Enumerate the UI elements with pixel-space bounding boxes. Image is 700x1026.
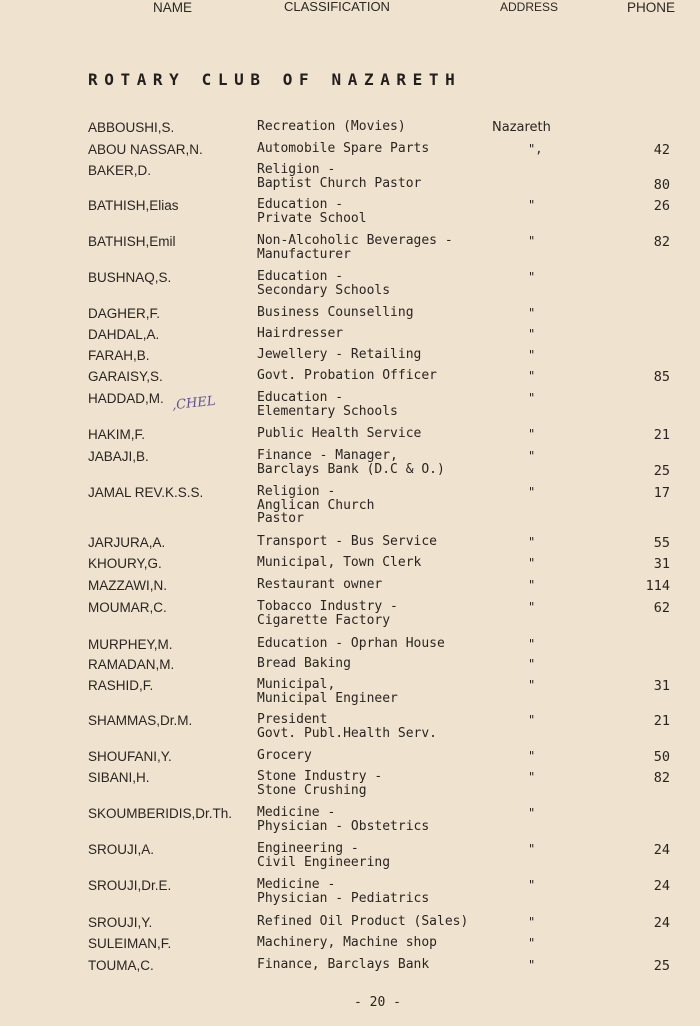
member-address: " xyxy=(528,198,536,212)
classification-line: Govt. Probation Officer xyxy=(257,368,438,383)
member-classification xyxy=(257,842,390,869)
member-phone: 21 xyxy=(653,713,670,729)
member-name: BAKER,D. xyxy=(88,163,152,178)
member-name: SHAMMAS,Dr.M. xyxy=(88,713,193,728)
member-name: DAHDAL,A. xyxy=(88,327,160,342)
member-phone: 55 xyxy=(653,535,670,551)
member-address: Nazareth xyxy=(492,120,551,135)
member-classification xyxy=(257,270,390,297)
member-address: " xyxy=(528,391,536,405)
classification-line: Bread Baking xyxy=(257,656,351,671)
member-address: " xyxy=(528,678,536,692)
column-header-name: NAME xyxy=(153,0,193,15)
member-phone: 24 xyxy=(653,878,670,894)
member-address: " xyxy=(528,657,536,671)
member-name: TOUMA,C. xyxy=(88,958,154,973)
member-phone: 82 xyxy=(653,234,670,250)
member-phone: 85 xyxy=(653,369,670,385)
member-name: FARAH,B. xyxy=(88,348,150,363)
member-classification xyxy=(257,678,398,705)
member-classification xyxy=(257,936,437,950)
member-phone: 24 xyxy=(653,915,670,931)
member-classification xyxy=(257,163,421,190)
classification-line: Civil Engineering xyxy=(257,854,391,870)
member-classification xyxy=(257,600,398,627)
classification-line: Automobile Spare Parts xyxy=(257,141,430,156)
classification-line: Religion - xyxy=(257,162,336,177)
page-title: ROTARY CLUB OF NAZARETH xyxy=(88,70,462,89)
classification-line: Education - xyxy=(257,269,344,284)
classification-line: Refined Oil Product (Sales) xyxy=(257,914,469,929)
classification-line: Public Health Service xyxy=(257,426,422,441)
member-classification xyxy=(257,657,351,671)
classification-line: Finance, Barclays Bank xyxy=(257,957,430,972)
classification-line: Municipal, Town Clerk xyxy=(257,555,422,570)
member-phone: 82 xyxy=(653,770,670,786)
classification-line: Education - Oprhan House xyxy=(257,636,445,651)
member-classification xyxy=(257,749,312,763)
column-header-address: ADDRESS xyxy=(500,0,559,14)
member-classification xyxy=(257,142,429,156)
member-phone: 114 xyxy=(645,578,670,594)
member-address: ", xyxy=(528,142,543,156)
member-address: " xyxy=(528,556,536,570)
member-classification xyxy=(257,578,382,592)
member-address: " xyxy=(528,749,536,763)
member-name: JAMAL REV.K.S.S. xyxy=(88,485,204,500)
member-phone: 21 xyxy=(653,427,670,443)
member-name: SIBANI,H. xyxy=(88,770,150,785)
member-phone: 80 xyxy=(653,177,670,193)
classification-line: Finance - Manager, xyxy=(257,448,398,463)
member-classification xyxy=(257,958,429,972)
member-address: " xyxy=(528,270,536,284)
member-name: JARJURA,A. xyxy=(88,535,166,550)
member-address: " xyxy=(528,713,536,727)
member-address: " xyxy=(528,842,536,856)
member-name: ABOU NASSAR,N. xyxy=(88,142,203,157)
page-number: - 20 - xyxy=(354,995,401,1010)
classification-line: Transport - Bus Service xyxy=(257,534,438,549)
member-classification xyxy=(257,348,421,362)
classification-line: Religion - xyxy=(257,484,336,499)
classification-line: Secondary Schools xyxy=(257,282,391,298)
member-name: MURPHEY,M. xyxy=(88,637,173,652)
column-header-phone: PHONE xyxy=(627,0,676,15)
member-name: DAGHER,F. xyxy=(88,306,161,321)
member-phone: 26 xyxy=(653,198,670,214)
member-classification xyxy=(257,556,421,570)
member-phone: 31 xyxy=(653,556,670,572)
member-phone: 25 xyxy=(653,958,670,974)
member-address: " xyxy=(528,348,536,362)
member-name: BUSHNAQ,S. xyxy=(88,270,172,285)
member-address: " xyxy=(528,485,536,499)
member-phone: 25 xyxy=(653,463,670,479)
classification-line: Private School xyxy=(257,210,367,226)
classification-line: Manufacturer xyxy=(257,246,351,262)
member-name: SHOUFANI,Y. xyxy=(88,749,172,764)
member-classification xyxy=(257,306,414,320)
classification-line: Govt. Publ.Health Serv. xyxy=(257,725,438,741)
member-classification xyxy=(257,535,437,549)
classification-line: Barclays Bank (D.C & O.) xyxy=(257,461,445,477)
classification-line: Cigarette Factory xyxy=(257,612,391,628)
member-name: JABAJI,B. xyxy=(88,449,149,464)
member-address: " xyxy=(528,427,536,441)
member-address: " xyxy=(528,327,536,341)
member-name: SROUJI,Dr.E. xyxy=(88,878,172,893)
member-name: SULEIMAN,F. xyxy=(88,936,172,951)
member-name: SKOUMBERIDIS,Dr.Th. xyxy=(88,806,233,821)
member-phone: 31 xyxy=(653,678,670,694)
member-classification xyxy=(257,770,382,797)
classification-line: Education - xyxy=(257,197,344,212)
member-classification xyxy=(257,234,453,261)
classification-line: Pastor xyxy=(257,511,304,526)
member-name: MAZZAWI,N. xyxy=(88,578,167,593)
member-address: " xyxy=(528,578,536,592)
classification-line: Education - xyxy=(257,390,344,405)
classification-line: Restaurant owner xyxy=(257,577,383,592)
classification-line: Engineering - xyxy=(257,841,359,856)
classification-line: Elementary Schools xyxy=(257,403,398,419)
classification-line: Medicine - xyxy=(257,877,336,892)
member-name: SROUJI,Y. xyxy=(88,915,153,930)
member-classification xyxy=(257,391,398,418)
member-classification xyxy=(257,198,367,225)
member-name: ABBOUSHI,S. xyxy=(88,120,175,135)
member-address: " xyxy=(528,535,536,549)
member-name: BATHISH,Emil xyxy=(88,234,176,249)
classification-line: President xyxy=(257,712,328,727)
classification-line: Grocery xyxy=(257,748,312,763)
member-name: SROUJI,A. xyxy=(88,842,155,857)
classification-line: Business Counselling xyxy=(257,305,414,320)
handwritten-note: ,CHEL xyxy=(171,393,217,414)
classification-line: Machinery, Machine shop xyxy=(257,935,438,950)
member-name: RASHID,F. xyxy=(88,678,154,693)
classification-line: Municipal Engineer xyxy=(257,690,398,706)
member-phone: 42 xyxy=(653,142,670,158)
member-classification xyxy=(257,120,406,134)
member-address: " xyxy=(528,770,536,784)
member-name: RAMADAN,M. xyxy=(88,657,175,672)
classification-line: Recreation (Movies) xyxy=(257,119,406,134)
member-classification xyxy=(257,713,437,740)
column-header-classification: CLASSIFICATION xyxy=(284,0,390,14)
member-address: " xyxy=(528,600,536,614)
classification-line: Baptist Church Pastor xyxy=(257,175,422,191)
member-address: " xyxy=(528,234,536,248)
classification-line: Tobacco Industry - xyxy=(257,599,398,614)
member-name: MOUMAR,C. xyxy=(88,600,167,615)
member-classification xyxy=(257,637,445,651)
classification-line: Physician - Obstetrics xyxy=(257,818,430,834)
member-address: " xyxy=(528,958,536,972)
member-address: " xyxy=(528,449,536,463)
member-address: " xyxy=(528,369,536,383)
member-classification xyxy=(257,427,421,441)
classification-line: Stone Crushing xyxy=(257,782,367,798)
member-name: GARAISY,S. xyxy=(88,369,163,384)
member-address: " xyxy=(528,637,536,651)
member-address: " xyxy=(528,878,536,892)
member-name: BATHISH,Elias xyxy=(88,198,179,213)
classification-line: Hairdresser xyxy=(257,326,344,341)
member-classification xyxy=(257,806,429,833)
member-address: " xyxy=(528,306,536,320)
member-name: KHOURY,G. xyxy=(88,556,162,571)
member-classification xyxy=(257,327,343,341)
member-address: " xyxy=(528,936,536,950)
member-phone: 50 xyxy=(653,749,670,765)
member-classification xyxy=(257,449,445,476)
member-classification xyxy=(257,915,468,929)
member-phone: 17 xyxy=(653,485,670,501)
classification-line: Jewellery - Retailing xyxy=(257,347,422,362)
member-address: " xyxy=(528,915,536,929)
member-classification xyxy=(257,369,437,383)
member-phone: 24 xyxy=(653,842,670,858)
member-name: HADDAD,M. xyxy=(88,391,164,406)
member-address: " xyxy=(528,806,536,820)
classification-line: Non-Alcoholic Beverages - xyxy=(257,233,453,248)
classification-line: Medicine - xyxy=(257,805,336,820)
member-phone: 62 xyxy=(653,600,670,616)
member-classification xyxy=(257,878,429,905)
classification-line: Physician - Pediatrics xyxy=(257,890,430,906)
classification-line: Stone Industry - xyxy=(257,769,383,784)
classification-line: Municipal, xyxy=(257,677,336,692)
classification-line: Anglican Church xyxy=(257,497,375,513)
member-name: HAKIM,F. xyxy=(88,427,146,442)
member-classification xyxy=(257,485,374,526)
